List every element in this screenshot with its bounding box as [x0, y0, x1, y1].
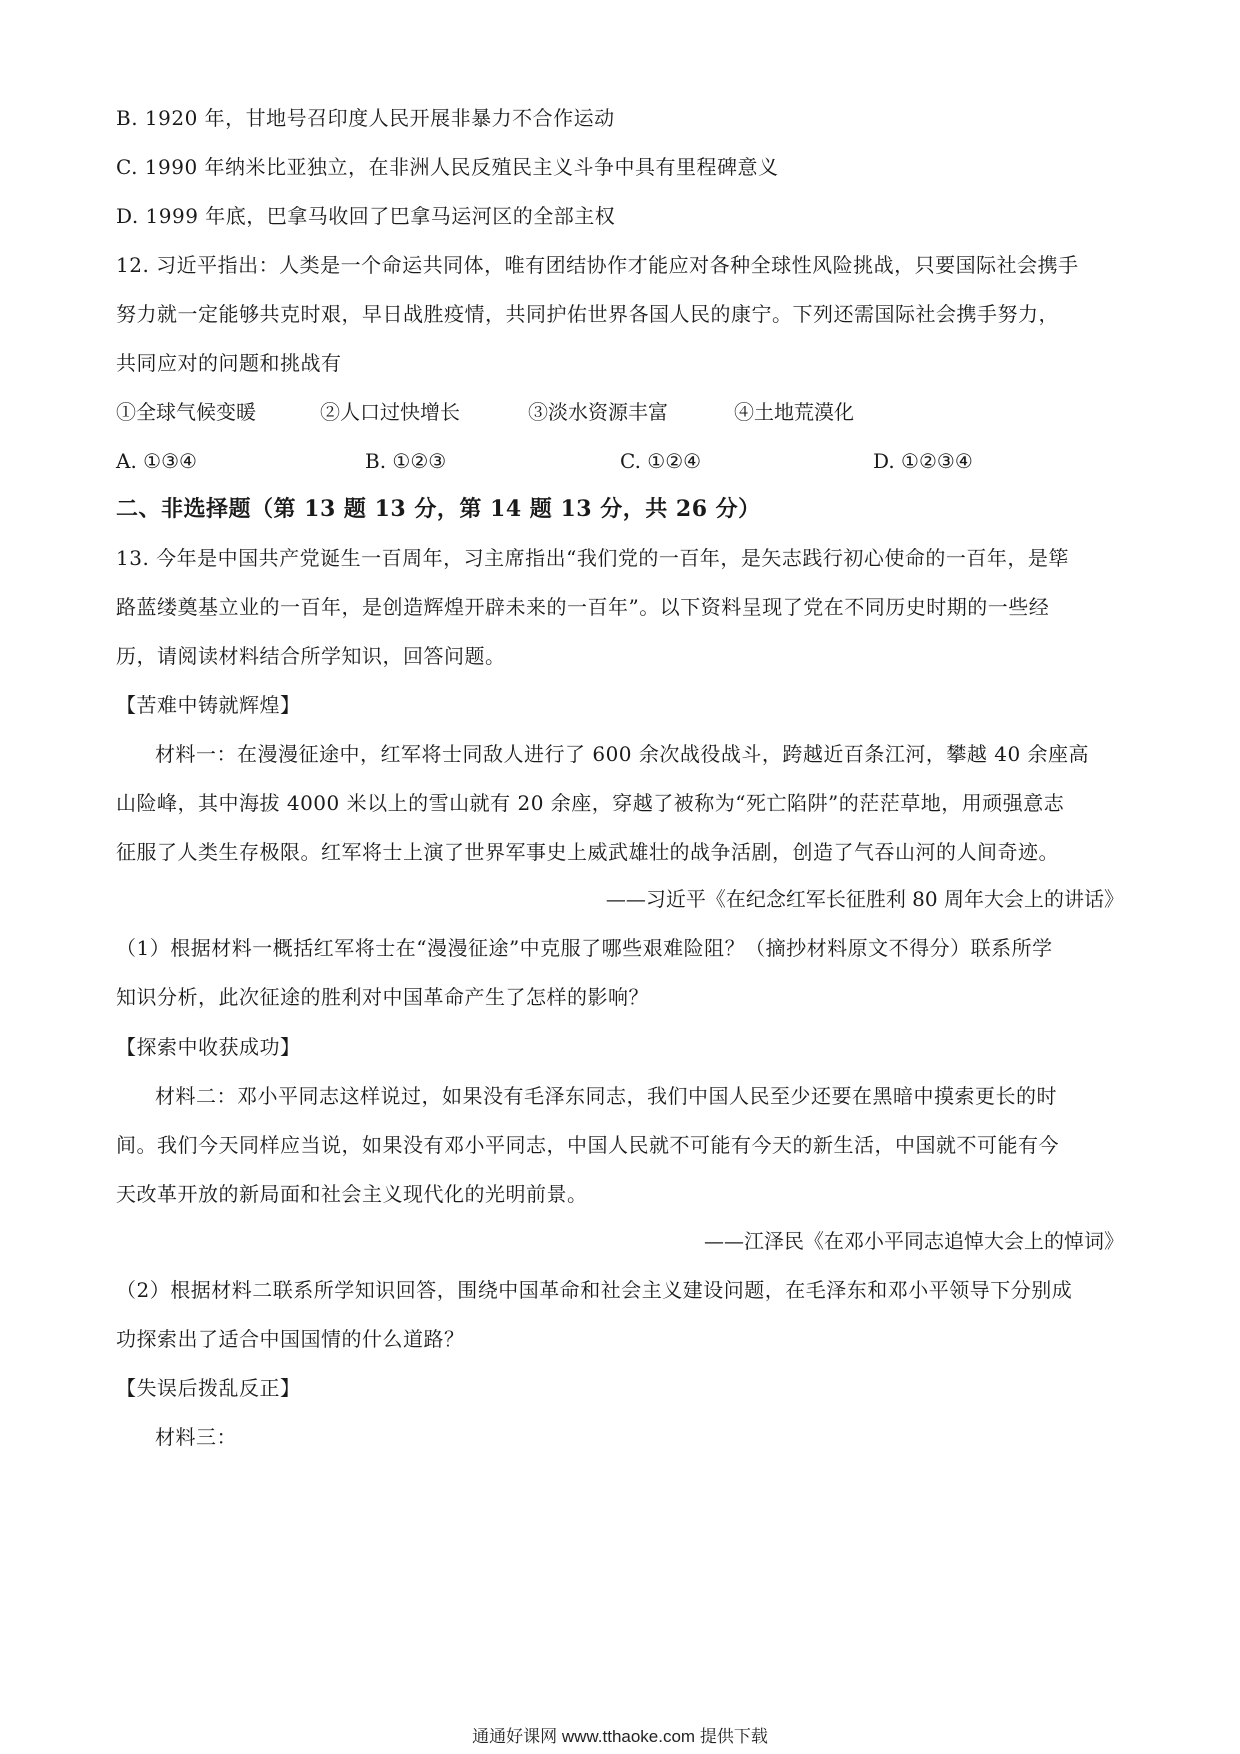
- question-line: 功探索出了适合中国国情的什么道路？: [116, 1327, 465, 1351]
- question-line: 知识分析，此次征途的胜利对中国革命产生了怎样的影响？: [116, 985, 649, 1009]
- material-label: 材料三：: [155, 1425, 237, 1449]
- footer-watermark: 通通好课网 www.tthaoke.com 提供下载: [472, 1727, 768, 1746]
- q12-item: ②人口过快增长: [320, 400, 460, 424]
- q13-stem-line: 历，请阅读材料结合所学知识，回答问题。: [116, 644, 506, 668]
- section-title: 二、非选择题（第 13 题 13 分，第 14 题 13 分，共 26 分）: [116, 496, 761, 522]
- material-source: ——江泽民《在邓小平同志追悼大会上的悼词》: [704, 1229, 1124, 1253]
- material-line: 材料一：在漫漫征途中，红军将士同敌人进行了 600 余次战役战斗，跨越近百条江河，攀越 40 余座高: [155, 742, 1090, 766]
- q12-item: ④土地荒漠化: [734, 400, 854, 424]
- part-heading: 【苦难中铸就辉煌】: [116, 693, 301, 717]
- q12-stem-line: 努力就一定能够共克时艰，早日战胜疫情，共同护佑世界各国人民的康宁。下列还需国际社会携手努力，: [116, 302, 1059, 326]
- part-heading: 【失误后拨乱反正】: [116, 1376, 301, 1400]
- q11-option-b: B. 1920 年，甘地号召印度人民开展非暴力不合作运动: [116, 106, 615, 130]
- q12-item: ①全球气候变暖: [116, 400, 256, 424]
- q12-choice-c: C. ①②④: [620, 449, 702, 473]
- material-line: 天改革开放的新局面和社会主义现代化的光明前景。: [116, 1182, 588, 1206]
- q12-choice-b: B. ①②③: [365, 449, 447, 473]
- q11-option-d: D. 1999 年底，巴拿马收回了巴拿马运河区的全部主权: [116, 204, 616, 228]
- q12-choice-a: A. ①③④: [116, 449, 197, 473]
- q13-stem-line: 13. 今年是中国共产党诞生一百周年，习主席指出“我们党的一百年，是矢志践行初心使命的一百年，是筚: [116, 546, 1069, 570]
- part-heading: 【探索中收获成功】: [116, 1035, 301, 1059]
- q12-item: ③淡水资源丰富: [528, 400, 668, 424]
- question-line: （2）根据材料二联系所学知识回答，围绕中国革命和社会主义建设问题，在毛泽东和邓小平领导下分别成: [116, 1278, 1073, 1302]
- q12-stem-line: 12. 习近平指出：人类是一个命运共同体，唯有团结协作才能应对各种全球性风险挑战，只要国际社会携手: [116, 253, 1079, 277]
- q13-stem-line: 路蓝缕奠基立业的一百年，是创造辉煌开辟未来的一百年”。以下资料呈现了党在不同历史时期的一些经: [116, 595, 1050, 619]
- question-line: （1）根据材料一概括红军将士在“漫漫征途”中克服了哪些艰难险阻？（摘抄材料原文不得分）联系所学: [116, 936, 1053, 960]
- q12-stem-line: 共同应对的问题和挑战有: [116, 351, 342, 375]
- material-line: 征服了人类生存极限。红军将士上演了世界军事史上威武雄壮的战争活剧，创造了气吞山河的人间奇迹。: [116, 840, 1059, 864]
- material-line: 山险峰，其中海拔 4000 米以上的雪山就有 20 余座，穿越了被称为“死亡陷阱”的茫茫草地，用顽强意志: [116, 791, 1065, 815]
- q12-choice-d: D. ①②③④: [873, 449, 973, 473]
- material-line: 材料二：邓小平同志这样说过，如果没有毛泽东同志，我们中国人民至少还要在黑暗中摸索更长的时: [155, 1084, 1057, 1108]
- material-source: ——习近平《在纪念红军长征胜利 80 周年大会上的讲话》: [605, 887, 1124, 911]
- material-line: 间。我们今天同样应当说，如果没有邓小平同志，中国人民就不可能有今天的新生活，中国就不可能有今: [116, 1133, 1059, 1157]
- q11-option-c: C. 1990 年纳米比亚独立，在非洲人民反殖民主义斗争中具有里程碑意义: [116, 155, 779, 179]
